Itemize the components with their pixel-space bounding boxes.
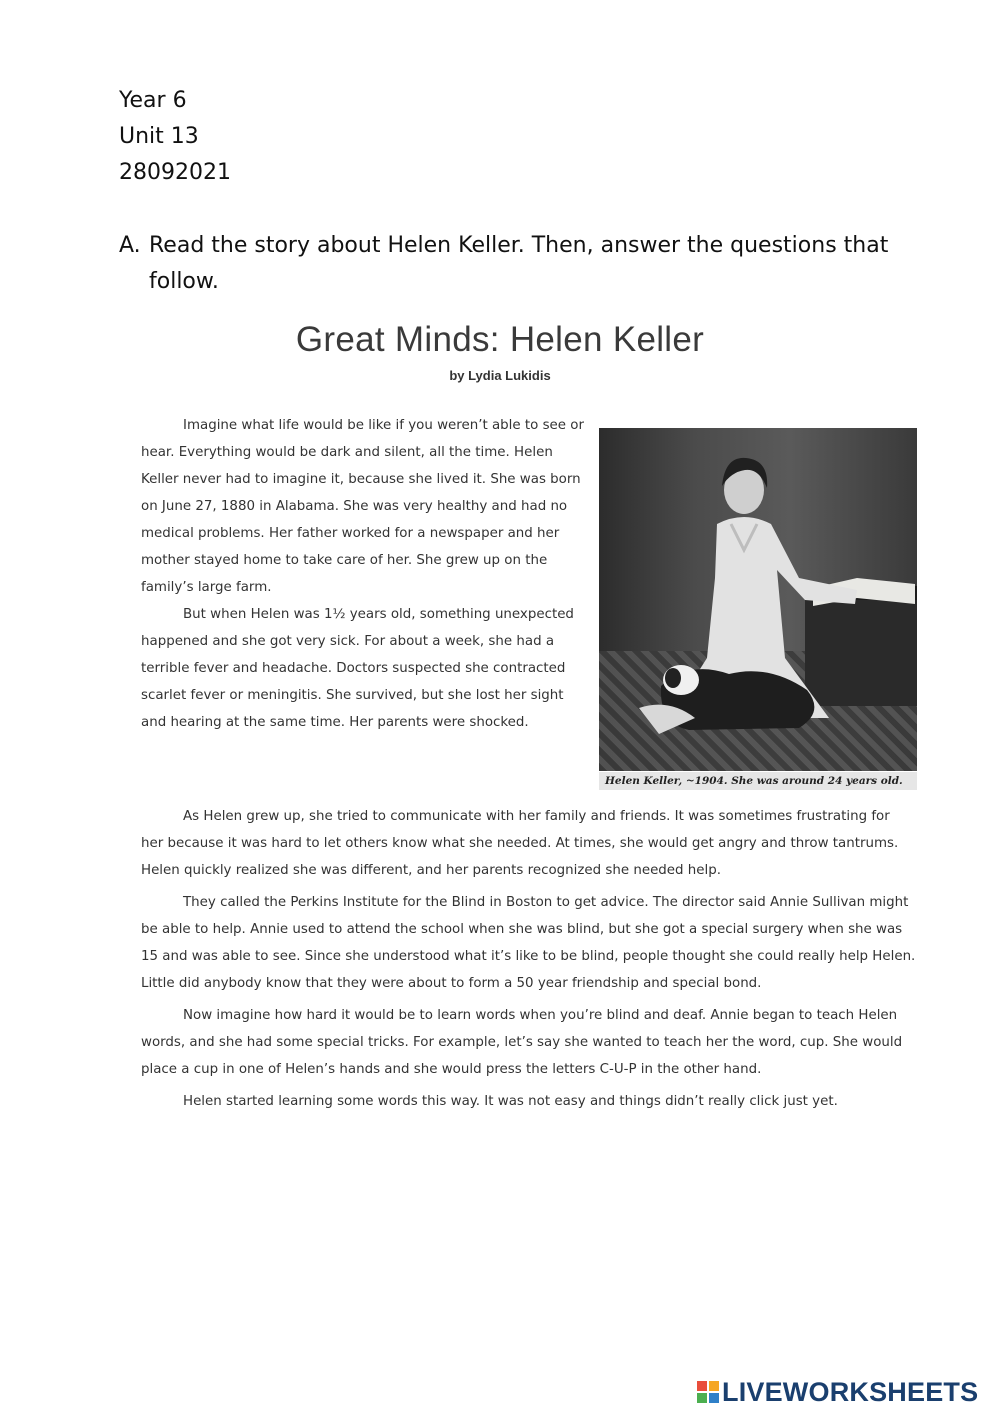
helen-keller-photo: [599, 428, 917, 771]
story-full-column: [141, 803, 916, 1120]
liveworksheets-icon: [697, 1381, 719, 1403]
story-paragraph: Now imagine how hard it would be to learn words when you’re blind and deaf. Annie began to teach Helen words, and she had some special tricks. For example, let’s say she wanted to teach her the word, cup. She would place a cup in one of Helen’s hands and she would press the letters C-U-P in the other hand.: [141, 1008, 903, 1077]
logo-square: [697, 1393, 707, 1403]
instruction-marker: A.: [119, 233, 141, 258]
logo-square: [697, 1381, 707, 1391]
story-paragraph: As Helen grew up, she tried to communicate with her family and friends. It was sometimes frustrating for her because it was hard to let others know what she needed. At times, she would get angry and throw tantrums. Helen quickly realized she was different, and her parents recognized she needed help.: [141, 809, 899, 878]
instruction-text-2: follow.: [149, 269, 219, 294]
instruction: [119, 228, 909, 300]
story-paragraph: But when Helen was 1½ years old, something unexpected happened and she got very sick. For about a week, she had a terrible fever and headache. Doctors suspected she contracted scarlet fever or meningitis. She survived, but she lost her sight and hearing at the same time. Her parents were shocked.: [141, 607, 574, 730]
photo-caption: Helen Keller, ~1904. She was around 24 years old.: [599, 772, 917, 790]
instruction-line-1: [119, 228, 909, 264]
logo-square: [709, 1393, 719, 1403]
liveworksheets-logo[interactable]: [697, 1378, 978, 1406]
logo-square: [709, 1381, 719, 1391]
story-title: Great Minds: Helen Keller: [295, 320, 705, 359]
header-date: 28092021: [119, 160, 231, 185]
story-paragraph: They called the Perkins Institute for the Blind in Boston to get advice. The director said Annie Sullivan might be able to help. Annie used to attend the school when she was blind, but she got a special surgery when she was 15 and was able to see. Since she understood what it’s like to be blind, people thought she could really help Helen. Little did anybody know that they were about to form a 50 year friendship and special bond.: [141, 895, 916, 991]
story-left-column: [141, 412, 587, 736]
liveworksheets-brand-name: LIVEWORKSHEETS: [722, 1377, 979, 1407]
header-year: Year 6: [119, 88, 187, 113]
instruction-text-1: Read the story about Helen Keller. Then, answer the questions that: [149, 233, 889, 258]
story-author: by Lydia Lukidis: [449, 368, 551, 383]
header-unit: Unit 13: [119, 124, 199, 149]
story-paragraph: Helen started learning some words this way. It was not easy and things didn’t really click just yet.: [183, 1094, 838, 1109]
story-paragraph: Imagine what life would be like if you weren’t able to see or hear. Everything would be dark and silent, all the time. Helen Keller never had to imagine it, because she lived it. She was born on June 27, 1880 in Alabama. She was very healthy and had no medical problems. Her father worked for a newspaper and her mother stayed home to take care of her. She grew up on the family’s large farm.: [141, 418, 584, 595]
